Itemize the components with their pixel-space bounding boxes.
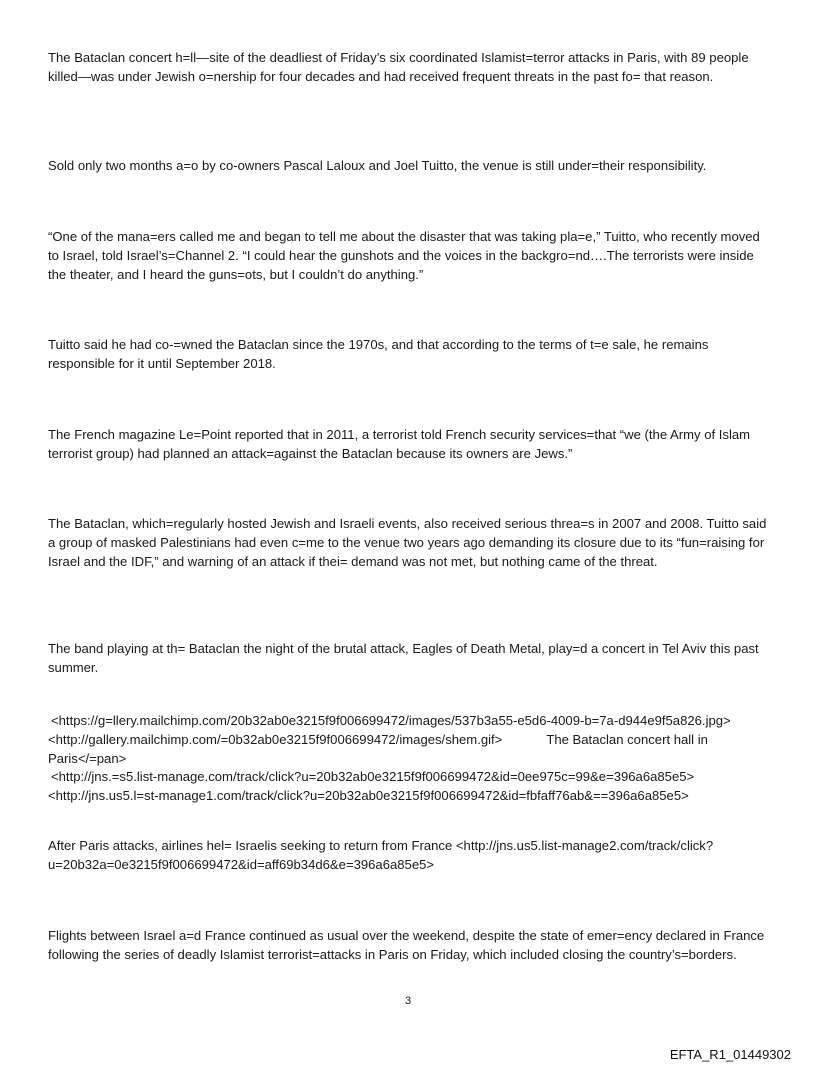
article-paragraph: The Bataclan concert h=ll—site of the deadliest of Friday’s six coordinated Islamist=terror attacks in Paris, with 89 people killed—was under Jewish o=nership for four decades and had received frequent threats in the past fo= that reason. <box>48 50 749 84</box>
tracking-link-line: <http://jns.=s5.list-manage.com/track/click?u=20b32ab0e3215f9f006699472&id=0ee975c=99&e=396a6a85e5> <box>51 769 695 784</box>
image-caption-line <box>48 730 768 749</box>
document-id: EFTA_R1_01449302 <box>669 1047 791 1062</box>
gif-url: <http://gallery.mailchimp.com/=0b32ab0e3215f9f006699472/images/shem.gif> <box>48 732 503 747</box>
article-paragraph: Tuitto said he had co-=wned the Bataclan since the 1970s, and that according to the terms of t=e sale, he remains responsible for it until September 2018. <box>48 337 709 371</box>
article-paragraph: “One of the mana=ers called me and began to tell me about the disaster that was taking pla=e,” Tuitto, who recently moved to Israel, told Israel’s=Channel 2. “I could hear the gunshots and the voices in the backgro=nd….The terrorists were inside the theater, and I heard the guns=ots, but I couldn’t do anything.” <box>48 229 760 282</box>
tracking-link-line: <http://jns.us5.l=st-manage1.com/track/click?u=20b32ab0e3215f9f006699472&id=fbfaff76ab&==396a6a85e5> <box>48 788 689 803</box>
article-headline-link: After Paris attacks, airlines hel= Israelis seeking to return from France <http://jns.us5.list-manage2.com/track/click?u=20b32a=0e3215f9f006699472&id=aff69b34d6&e=396a6a85e5> <box>48 838 714 872</box>
image-caption: The Bataclan concert hall in <box>546 732 708 747</box>
article-paragraph: Sold only two months a=o by co-owners Pascal Laloux and Joel Tuitto, the venue is still under=their responsibility. <box>48 158 707 173</box>
article-paragraph: The Bataclan, which=regularly hosted Jewish and Israeli events, also received serious threa=s in 2007 and 2008. Tuitto said a group of masked Palestinians had even c=me to the venue two years ago demanding its closure due to its “fun=raising for Israel and the IDF,” and warning of an attack if thei= demand was not met, but nothing came of the threat. <box>48 516 767 569</box>
image-url-line: <https://g=llery.mailchimp.com/20b32ab0e3215f9f006699472/images/537b3a55-e5d6-4009-b=7a-d944e9f5a826.jpg> <box>51 713 731 728</box>
article-paragraph: Flights between Israel a=d France continued as usual over the weekend, despite the state of emer=ency declared in France following the series of deadly Islamist terrorist=attacks in Paris on Friday, which included closing the country’s=borders. <box>48 928 765 962</box>
article-paragraph: The band playing at th= Bataclan the night of the brutal attack, Eagles of Death Metal, play=d a concert in Tel Aviv this past summer. <box>48 641 759 675</box>
article-paragraph: The French magazine Le=Point reported that in 2011, a terrorist told French security services=that “we (the Army of Islam terrorist group) had planned an attack=against the Bataclan because its owners are Jews.” <box>48 427 751 461</box>
image-caption-line: Paris</=pan> <box>48 751 127 766</box>
page-number: 3 <box>404 995 412 1007</box>
